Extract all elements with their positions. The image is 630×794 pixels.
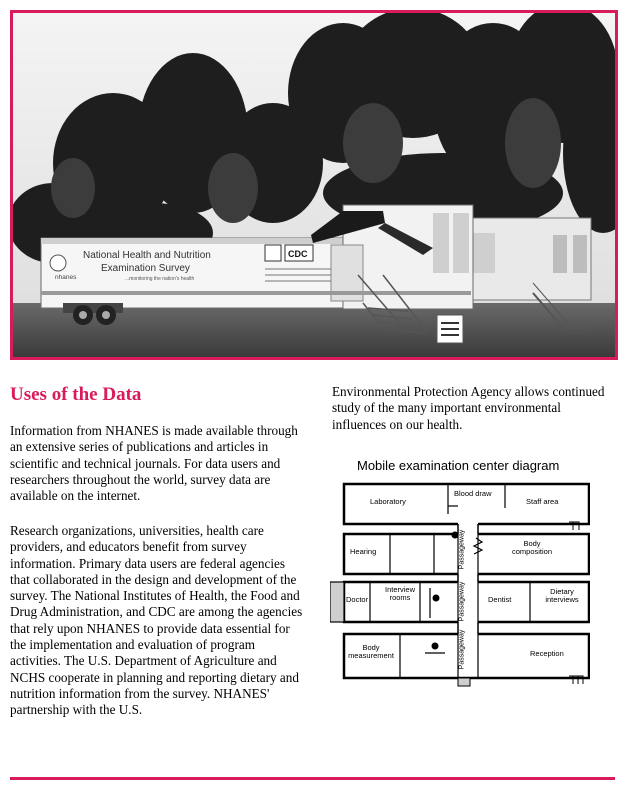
trailer-sign-line2: Examination Survey: [101, 263, 190, 274]
paragraph-publications: Information from NHANES is made available through an extensive series of publications and articles in scientific and technical journals. For data users and researchers throughout the world, survey data are available on the internet.: [10, 423, 298, 504]
room-dietary-interviews: Dietary interviews: [545, 587, 579, 604]
entry-steps-left: [330, 582, 344, 622]
mec-floor-diagram: [330, 478, 590, 688]
trailer-sign-tagline: ...monitoring the nation's health: [125, 276, 195, 282]
paragraph-data-users: Research organizations, universities, health care providers, and educators benefit from survey information. Primary data users are federal agencies that collaborated in the design and development of the survey. The National Institutes of Health, the Food and Drug Administration, and CDC are among the agencies that rely upon NHANES to provide data essential for the implementation and evaluation of program activities. The U.S. Department of Agriculture and NCHS cooperate in planning and reporting dietary and nutrition information from the survey. NHANES' partnership with the U.S.: [10, 523, 303, 718]
room-staff-area: Staff area: [526, 497, 559, 506]
room-doctor: Doctor: [346, 595, 369, 604]
nhanes-logo-text: nhanes: [55, 274, 77, 281]
footer-rule: [10, 777, 615, 780]
nhanes-logo-mark: [50, 255, 66, 271]
trailer-photo-drawing: [13, 13, 615, 357]
room-interview-rooms: Interview rooms: [384, 585, 415, 602]
paragraph-epa-partnership: Environmental Protection Agency allows continued study of the many important environmental influences on our health.: [332, 384, 605, 432]
trailer-photo: [10, 10, 618, 360]
room-body-measurement: Body measurement: [348, 643, 394, 660]
steps-passage: [458, 678, 470, 686]
room-body-composition: Body composition: [511, 539, 553, 556]
diagram-title: Mobile examination center diagram: [357, 458, 560, 473]
passageway-label-2: Passageway: [458, 581, 466, 622]
room-laboratory: Laboratory: [370, 497, 406, 506]
passageway-label-3: Passageway: [458, 629, 466, 670]
trailer-sign-line1: National Health and Nutrition: [83, 250, 211, 261]
room-reception: Reception: [530, 649, 564, 658]
cdc-logo-text: CDC: [288, 249, 308, 259]
hhs-logo-box: [265, 245, 281, 261]
passageway-label-1: Passageway: [458, 529, 466, 570]
room-dentist: Dentist: [488, 595, 512, 604]
section-heading: Uses of the Data: [10, 384, 142, 405]
room-hearing: Hearing: [350, 547, 377, 556]
room-blood-draw: Blood draw: [454, 489, 492, 498]
